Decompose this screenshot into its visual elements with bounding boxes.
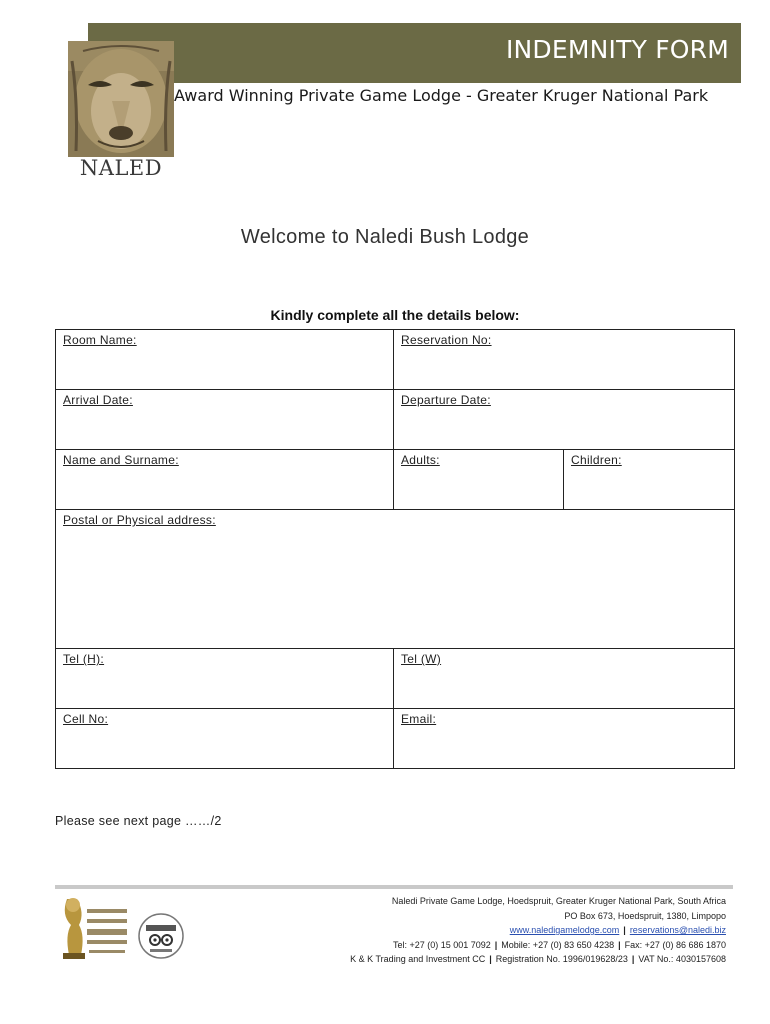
tripadvisor-excellence-icon [137, 912, 185, 960]
separator: | [489, 954, 492, 964]
reservation-no-label: Reservation No: [401, 333, 492, 347]
name-surname-label: Name and Surname: [63, 453, 179, 467]
tagline: Award Winning Private Game Lodge - Greater Kruger National Park [174, 86, 709, 105]
welcome-heading: Welcome to Naledi Bush Lodge [240, 226, 530, 248]
footer-phone-row [350, 938, 726, 953]
details-form [55, 329, 735, 769]
arrival-date-field[interactable] [56, 390, 394, 450]
tel-home-label: Tel (H): [63, 652, 105, 666]
footer-address-line: Naledi Private Game Lodge, Hoedspruit, Greater Kruger National Park, South Africa [391, 896, 726, 906]
separator: | [623, 925, 626, 935]
reservation-no-field[interactable] [394, 330, 735, 390]
separator: | [494, 939, 498, 950]
footer-contact [350, 894, 726, 967]
separator: | [618, 939, 621, 950]
adults-field[interactable] [394, 450, 564, 510]
children-label: Children: [571, 453, 622, 467]
footer-company: K & K Trading and Investment CC [350, 954, 486, 964]
email-link[interactable]: reservations@naledi.biz [629, 925, 726, 935]
children-field[interactable] [564, 450, 735, 510]
world-luxury-hotel-award-icon [55, 895, 131, 961]
email-label: Email: [401, 712, 437, 726]
email-field[interactable] [394, 709, 735, 769]
departure-date-field[interactable] [394, 390, 735, 450]
cell-no-label: Cell No: [63, 712, 109, 726]
cell-no-field[interactable] [56, 709, 394, 769]
name-surname-field[interactable] [56, 450, 394, 510]
tel-work-label: Tel (W) [401, 652, 442, 666]
departure-date-label: Departure Date: [401, 393, 491, 407]
arrival-date-label: Arrival Date: [63, 393, 133, 407]
form-title: INDEMNITY FORM [505, 35, 729, 64]
room-name-field[interactable] [56, 330, 394, 390]
naledi-logo [68, 41, 174, 181]
footer-tel: Tel: +27 (0) 15 001 7092 [392, 939, 491, 950]
logo-wordmark: NALED [79, 156, 163, 180]
footer-divider [55, 885, 733, 889]
room-name-label: Room Name: [63, 333, 137, 347]
footer-fax: Fax: +27 (0) 86 686 1870 [624, 939, 726, 950]
website-link[interactable]: www.naledigamelodge.com [509, 925, 620, 935]
header-banner [88, 23, 741, 83]
separator: | [631, 954, 635, 964]
next-page-note: Please see next page ……/2 [55, 814, 222, 828]
tel-work-field[interactable] [394, 649, 735, 709]
footer-vat: VAT No.: 4030157608 [638, 954, 726, 964]
address-label: Postal or Physical address: [63, 513, 216, 527]
address-field[interactable] [56, 510, 735, 649]
footer-po-box: PO Box 673, Hoedspruit, 1380, Limpopo [564, 910, 726, 921]
footer-company-row [350, 952, 726, 967]
footer-mobile: Mobile: +27 (0) 83 650 4238 [501, 939, 615, 950]
footer-registration: Registration No. 1996/019628/23 [495, 954, 628, 964]
tel-home-field[interactable] [56, 649, 394, 709]
adults-label: Adults: [401, 453, 440, 467]
instructions: Kindly complete all the details below: [270, 307, 520, 323]
lion-logo-icon [68, 41, 174, 157]
footer-web-row [350, 923, 726, 938]
